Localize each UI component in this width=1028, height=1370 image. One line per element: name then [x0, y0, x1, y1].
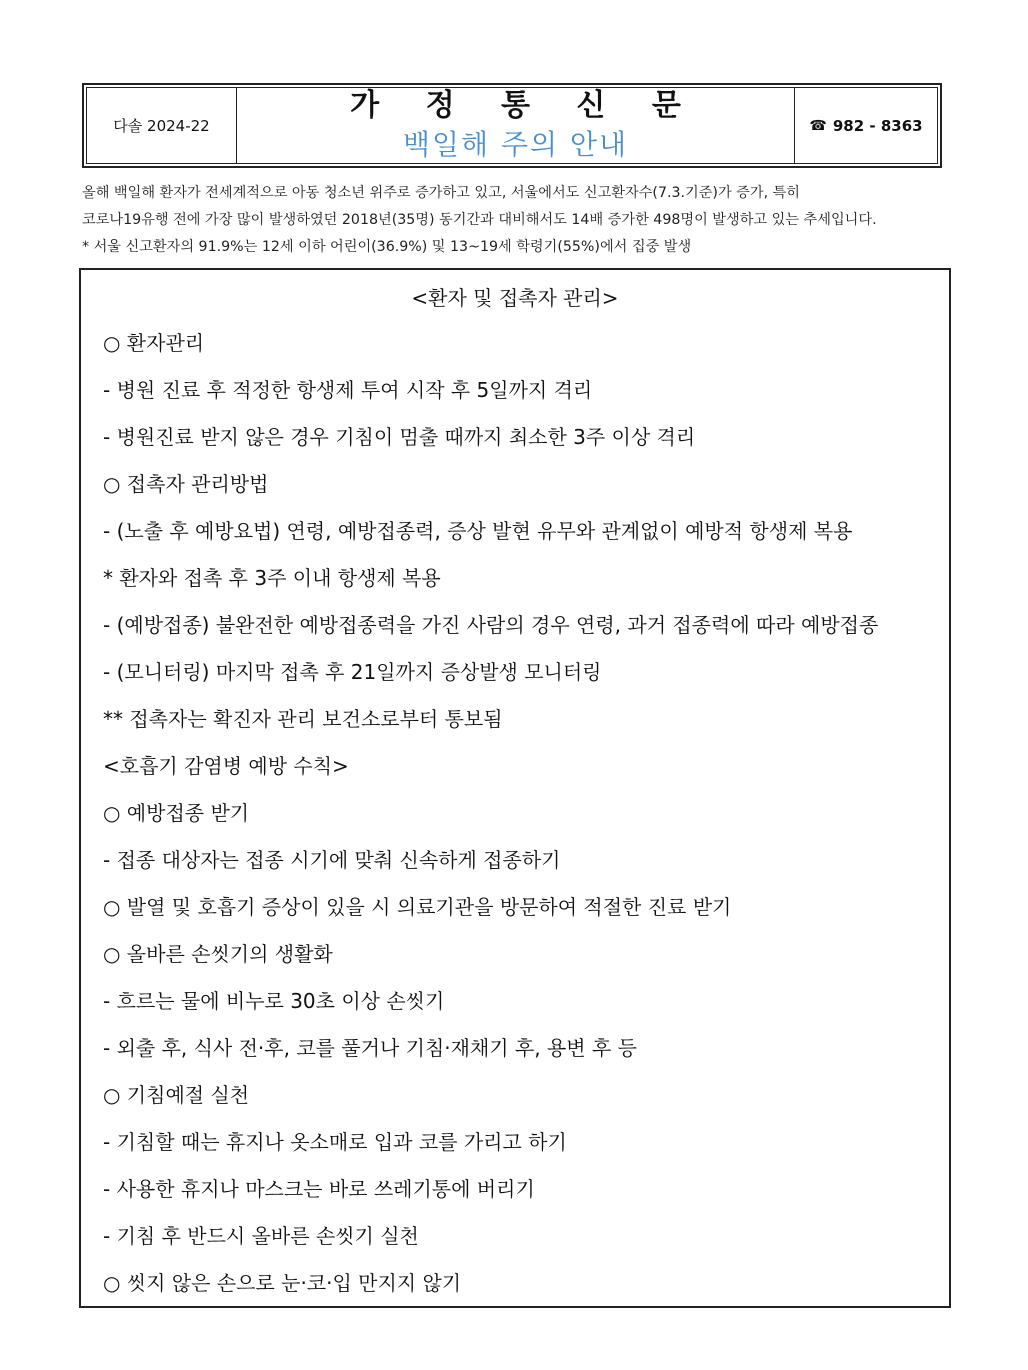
header-inner-frame: [86, 87, 938, 164]
guideline-line: - (모니터링) 마지막 접촉 후 21일까지 증상발생 모니터링: [103, 660, 602, 684]
newsletter-title: 가 정 통 신 문: [350, 87, 699, 123]
guideline-line: ○ 환자관리: [103, 331, 205, 355]
guideline-line: - 병원 진료 후 적정한 항생제 투여 시작 후 5일까지 격리: [103, 378, 593, 402]
guideline-line: * 환자와 접촉 후 3주 이내 항생제 복용: [103, 566, 441, 590]
guideline-line: ** 접촉자는 확진자 관리 보건소로부터 통보됨: [103, 707, 503, 731]
guideline-line: ○ 접촉자 관리방법: [103, 472, 269, 496]
newsletter-header: [82, 83, 942, 168]
guideline-line: ○ 발열 및 호흡기 증상이 있을 시 의료기관을 방문하여 적절한 진료 받기: [103, 895, 732, 919]
guideline-line: ○ 올바른 손씻기의 생활화: [103, 942, 333, 966]
phone-number: 982 - 8363: [832, 116, 923, 135]
guideline-line: - 기침 후 반드시 올바른 손씻기 실천: [103, 1224, 419, 1248]
guideline-line: ○ 기침예절 실천: [103, 1083, 250, 1107]
title-cell: [237, 88, 795, 163]
guideline-line: - (노출 후 예방요법) 연령, 예방접종력, 증상 발현 유무와 관계없이 예방적 항생제 복용: [103, 519, 853, 543]
guideline-line: - 사용한 휴지나 마스크는 바로 쓰레기통에 버리기: [103, 1177, 535, 1201]
phone-cell: [795, 88, 937, 163]
issue-number: 다솔 2024-22: [113, 117, 210, 135]
telephone-icon: ☎: [809, 117, 827, 134]
guideline-line: ○ 예방접종 받기: [103, 801, 250, 825]
guideline-line: - 접종 대상자는 접종 시기에 맞춰 신속하게 접종하기: [103, 848, 561, 872]
guideline-line: - 병원진료 받지 않은 경우 기침이 멈출 때까지 최소한 3주 이상 격리: [103, 425, 696, 449]
guidelines-list: [103, 326, 939, 1313]
guideline-line: - (예방접종) 불완전한 예방접종력을 가진 사람의 경우 연령, 과거 접종력에 따라 예방접종: [103, 613, 879, 637]
guideline-line: ○ 씻지 않은 손으로 눈·코·입 만지지 않기: [103, 1271, 462, 1295]
intro-line-2: 코로나19유행 전에 가장 많이 발생하였던 2018년(35명) 동기간과 대비해서도 14배 증가한 498명이 발생하고 있는 추세입니다.: [82, 212, 877, 228]
guidelines-box: [79, 268, 951, 1308]
box-title: <환자 및 접촉자 관리>: [411, 286, 619, 310]
section-heading: <호흡기 감염병 예방 수칙>: [103, 754, 349, 778]
guideline-line: - 외출 후, 식사 전·후, 코를 풀거나 기침·재채기 후, 용변 후 등: [103, 1036, 637, 1060]
intro-line-1: 올해 백일해 환자가 전세계적으로 아동 청소년 위주로 증가하고 있고, 서울에서도 신고환자수(7.3.기준)가 증가, 특히: [82, 185, 801, 201]
guideline-line: - 흐르는 물에 비누로 30초 이상 손씻기: [103, 989, 445, 1013]
intro-note: * 서울 신고환자의 91.9%는 12세 이하 어린이(36.9%) 및 13~19세 학령기(55%)에서 집중 발생: [82, 239, 692, 255]
guideline-line: - 기침할 때는 휴지나 옷소매로 입과 코를 가리고 하기: [103, 1130, 567, 1154]
issue-number-cell: [87, 88, 237, 163]
intro-paragraph: [82, 180, 952, 261]
newsletter-subtitle: 백일해 주의 안내: [402, 127, 629, 161]
